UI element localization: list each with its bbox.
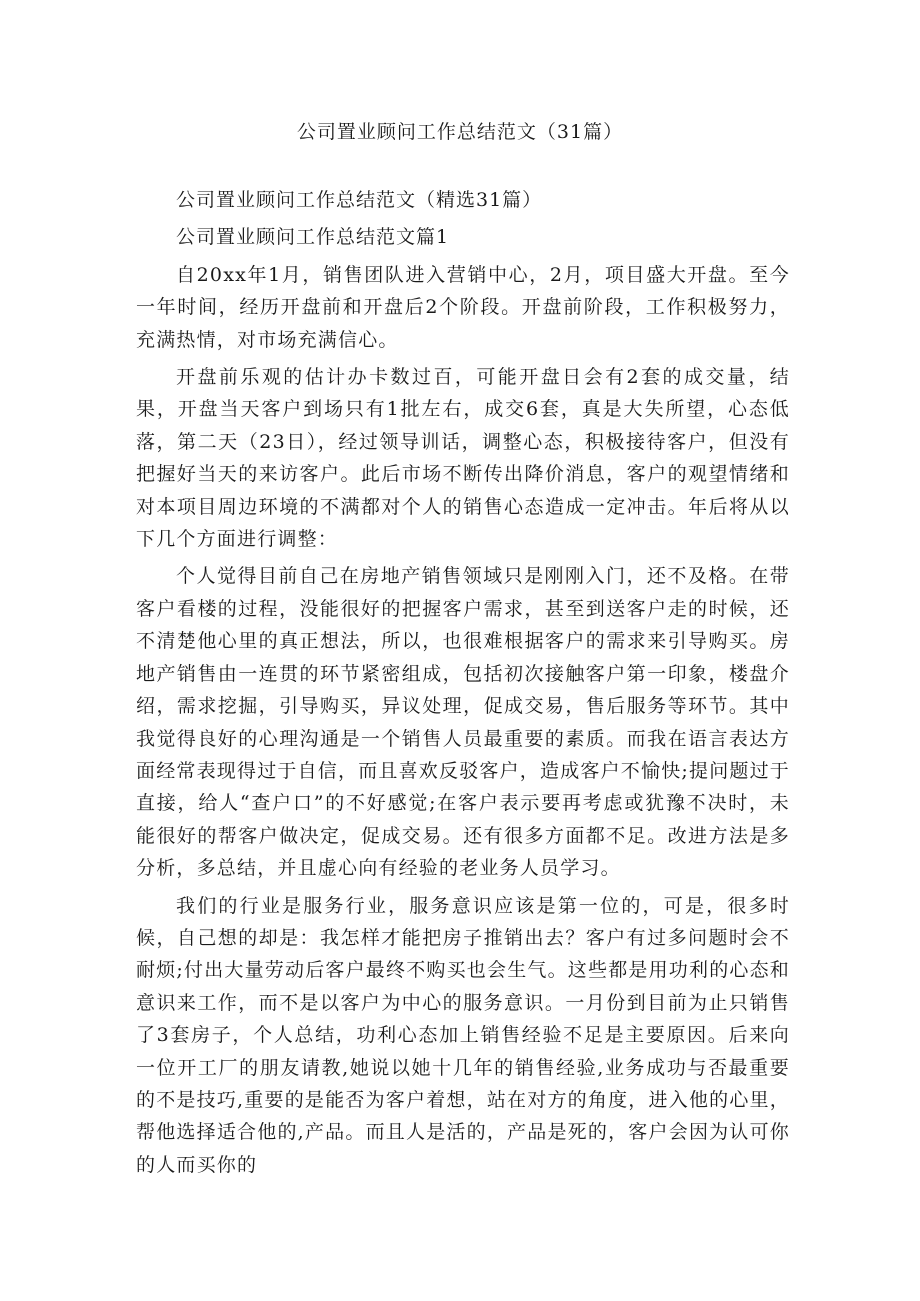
- document-body: [136, 184, 790, 1186]
- paragraph: 我们的行业是服务行业，服务意识应该是第一位的，可是，很多时候，自己想的却是：我怎样才能把房子推销出去？客户有过多问题时会不耐烦;付出大量劳动后客户最终不购买也会生气。这些都是用功利的心态和意识来工作，而不是以客户为中心的服务意识。一月份到目前为止只销售了3套房子，个人总结，功利心态加上销售经验不足是主要原因。后来向一位开工厂的朋友请教,她说以她十几年的销售经验,业务成功与否最重要的不是技巧,重要的是能否为客户着想，站在对方的角度，进入他的心里，帮他选择适合他的,产品。而且人是活的，产品是死的，客户会因为认可你的人而买你的: [136, 894, 791, 1176]
- document-title: 公司置业顾问工作总结范文（31篇）: [296, 121, 624, 143]
- section-heading: 公司置业顾问工作总结范文篇1: [176, 226, 450, 249]
- paragraph: 个人觉得目前自己在房地产销售领域只是刚刚入门，还不及格。在带客户看楼的过程，没能很好的把握客户需求，甚至到送客户走的时候，还不清楚他心里的真正想法，所以，也很难根据客户的需求来引导购买。房地产销售由一连贯的环节紧密组成，包括初次接触客户第一印象，楼盘介绍，需求挖掘，引导购买，异议处理，促成交易，售后服务等环节。其中我觉得良好的心理沟通是一个销售人员最重要的素质。而我在语言表达方面经常表现得过于自信，而且喜欢反驳客户，造成客户不愉快;提问题过于直接，给人“查户口”的不好感觉;在客户表示要再考虑或犹豫不决时，未能很好的帮客户做决定，促成交易。还有很多方面都不足。改进方法是多分析，多总结，并且虚心向有经验的老业务人员学习。: [136, 565, 791, 880]
- paragraph: 自20xx年1月，销售团队进入营销中心，2月，项目盛大开盘。至今一年时间，经历开盘前和开盘后2个阶段。开盘前阶段，工作积极努力，充满热情，对市场充满信心。: [136, 263, 790, 351]
- document-subtitle: 公司置业顾问工作总结范文（精选31篇）: [176, 189, 543, 211]
- paragraph: 开盘前乐观的估计办卡数过百，可能开盘日会有2套的成交量，结果，开盘当天客户到场只有1批左右，成交6套，真是大失所望，心态低落，第二天（23日），经过领导训话，调整心态，积极接待客户，但没有把握好当天的来访客户。此后市场不断传出降价消息，客户的观望情绪和对本项目周边环境的不满都对个人的销售心态造成一定冲击。年后将从以下几个方面进行调整：: [136, 366, 790, 551]
